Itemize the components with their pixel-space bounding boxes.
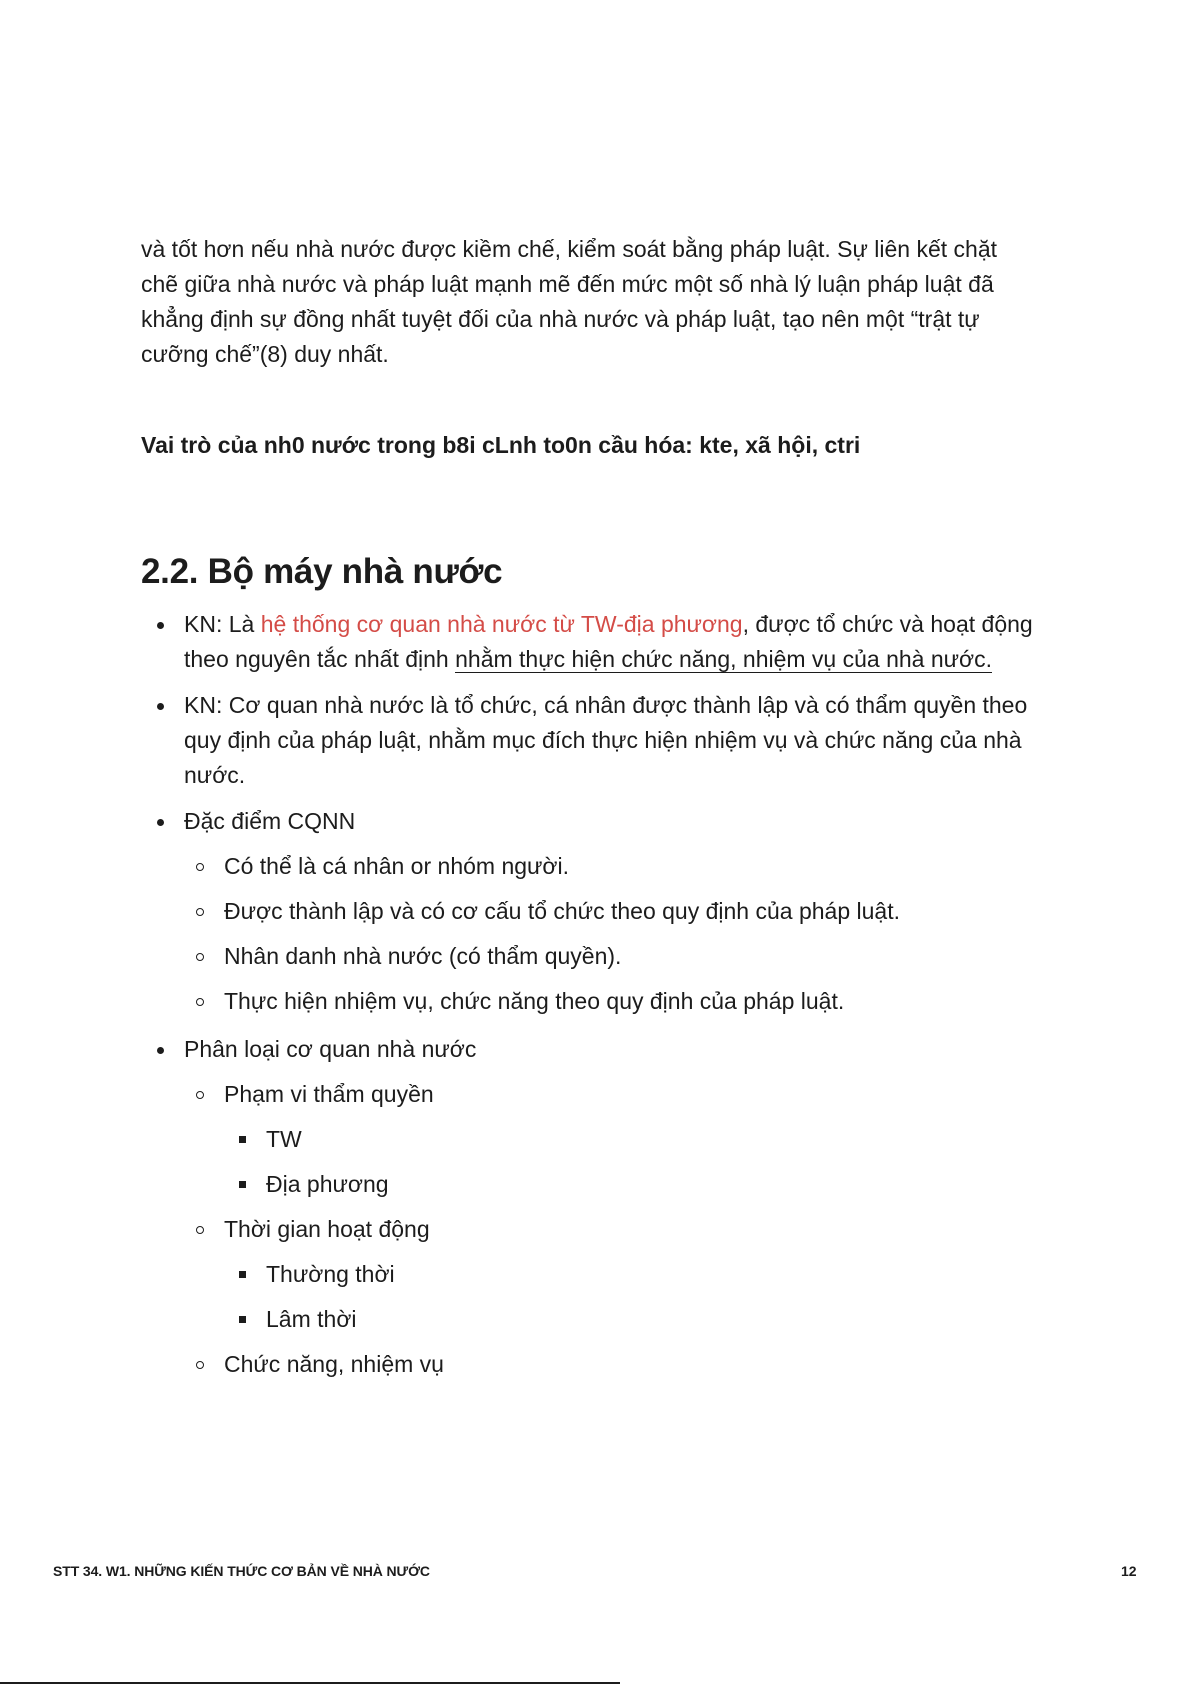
- section-title: 2.2. Bộ máy nhà nước: [141, 552, 503, 591]
- kn1-middle: , được tổ chức và hoạt động theo nguyên tắc nhất định: [184, 611, 1033, 672]
- thoi-gian-child-text: Lâm thời: [266, 1306, 357, 1332]
- list-item-dac-diem-child: [141, 939, 1061, 974]
- bullet-disc-icon: [157, 1047, 164, 1054]
- pham-vi-label: Phạm vi thẩm quyền: [224, 1081, 434, 1107]
- intro-paragraph: [141, 232, 1061, 372]
- concept-list: [141, 607, 1061, 1382]
- list-item-dac-diem: [141, 804, 1061, 839]
- bullet-circle-icon: [196, 863, 204, 871]
- bullet-square-icon: [239, 1271, 246, 1278]
- bullet-disc-icon: [157, 622, 164, 629]
- kn1-prefix: KN: Là: [184, 611, 261, 637]
- list-item-phan-loai: [141, 1032, 1061, 1067]
- chuc-nang-label: Chức năng, nhiệm vụ: [224, 1351, 444, 1377]
- dac-diem-child-text: Nhân danh nhà nước (có thẩm quyền).: [224, 943, 622, 969]
- thoi-gian-label: Thời gian hoạt động: [224, 1216, 430, 1242]
- bullet-circle-icon: [196, 908, 204, 916]
- pham-vi-child-text: Địa phương: [266, 1171, 389, 1197]
- intro-line: và tốt hơn nếu nhà nước được kiềm chế, kiểm soát bằng pháp luật. Sự liên kết chặt: [141, 236, 998, 262]
- intro-line: chẽ giữa nhà nước và pháp luật mạnh mẽ đến mức một số nhà lý luận pháp luật đã: [141, 271, 994, 297]
- thoi-gian-child-text: Thường thời: [266, 1261, 395, 1287]
- bullet-square-icon: [239, 1136, 246, 1143]
- list-item-pham-vi-child: [141, 1167, 1061, 1202]
- list-item-thoi-gian-child: [141, 1302, 1061, 1337]
- bullet-circle-icon: [196, 1091, 204, 1099]
- bullet-circle-icon: [196, 953, 204, 961]
- list-item-dac-diem-child: [141, 984, 1061, 1019]
- list-item-thoi-gian-child: [141, 1257, 1061, 1292]
- list-item-kn2: [141, 688, 1061, 793]
- intro-line: cưỡng chế”(8) duy nhất.: [141, 341, 389, 367]
- kn2-text: KN: Cơ quan nhà nước là tổ chức, cá nhân được thành lập và có thẩm quyền theo quy định của pháp luật, nhằm mục đích thực hiện nhiệm vụ và chức năng của nhà nước.: [184, 692, 1028, 788]
- list-item-kn1: [141, 607, 1061, 677]
- dac-diem-child-text: Có thể là cá nhân or nhóm người.: [224, 853, 570, 879]
- bullet-disc-icon: [157, 703, 164, 710]
- list-item-dac-diem-child: [141, 849, 1061, 884]
- bullet-circle-icon: [196, 998, 204, 1006]
- footer-title: STT 34. W1. NHỮNG KIẾN THỨC CƠ BẢN VỀ NHÀ NƯỚC: [53, 1563, 430, 1579]
- dac-diem-child-text: Thực hiện nhiệm vụ, chức năng theo quy định của pháp luật.: [224, 988, 845, 1014]
- intro-line: khẳng định sự đồng nhất tuyệt đối của nhà nước và pháp luật, tạo nên một “trật tự: [141, 306, 980, 332]
- bullet-square-icon: [239, 1316, 246, 1323]
- page-content: [141, 232, 1061, 1377]
- dac-diem-child-text: Được thành lập và có cơ cấu tổ chức theo quy định của pháp luật.: [224, 898, 900, 924]
- list-item-dac-diem-child: [141, 894, 1061, 929]
- bullet-circle-icon: [196, 1361, 204, 1369]
- page-number: 12: [1121, 1563, 1137, 1579]
- bottom-divider: [0, 1682, 620, 1684]
- role-heading: Vai trò của nh0 nước trong b8i cLnh to0n cầu hóa: kte, xã hội, ctri: [141, 432, 861, 458]
- pham-vi-child-text: TW: [266, 1126, 302, 1152]
- bullet-square-icon: [239, 1181, 246, 1188]
- phan-loai-label: Phân loại cơ quan nhà nước: [184, 1036, 477, 1062]
- list-item-pham-vi: [141, 1077, 1061, 1112]
- list-item-pham-vi-child: [141, 1122, 1061, 1157]
- kn1-underlined: nhằm thực hiện chức năng, nhiệm vụ của nhà nước.: [455, 646, 993, 672]
- kn1-highlight: hệ thống cơ quan nhà nước từ TW-địa phương: [260, 611, 743, 637]
- dac-diem-label: Đặc điểm CQNN: [184, 808, 356, 834]
- list-item-chuc-nang: [141, 1347, 1061, 1382]
- bullet-disc-icon: [157, 819, 164, 826]
- list-item-thoi-gian: [141, 1212, 1061, 1247]
- bullet-circle-icon: [196, 1226, 204, 1234]
